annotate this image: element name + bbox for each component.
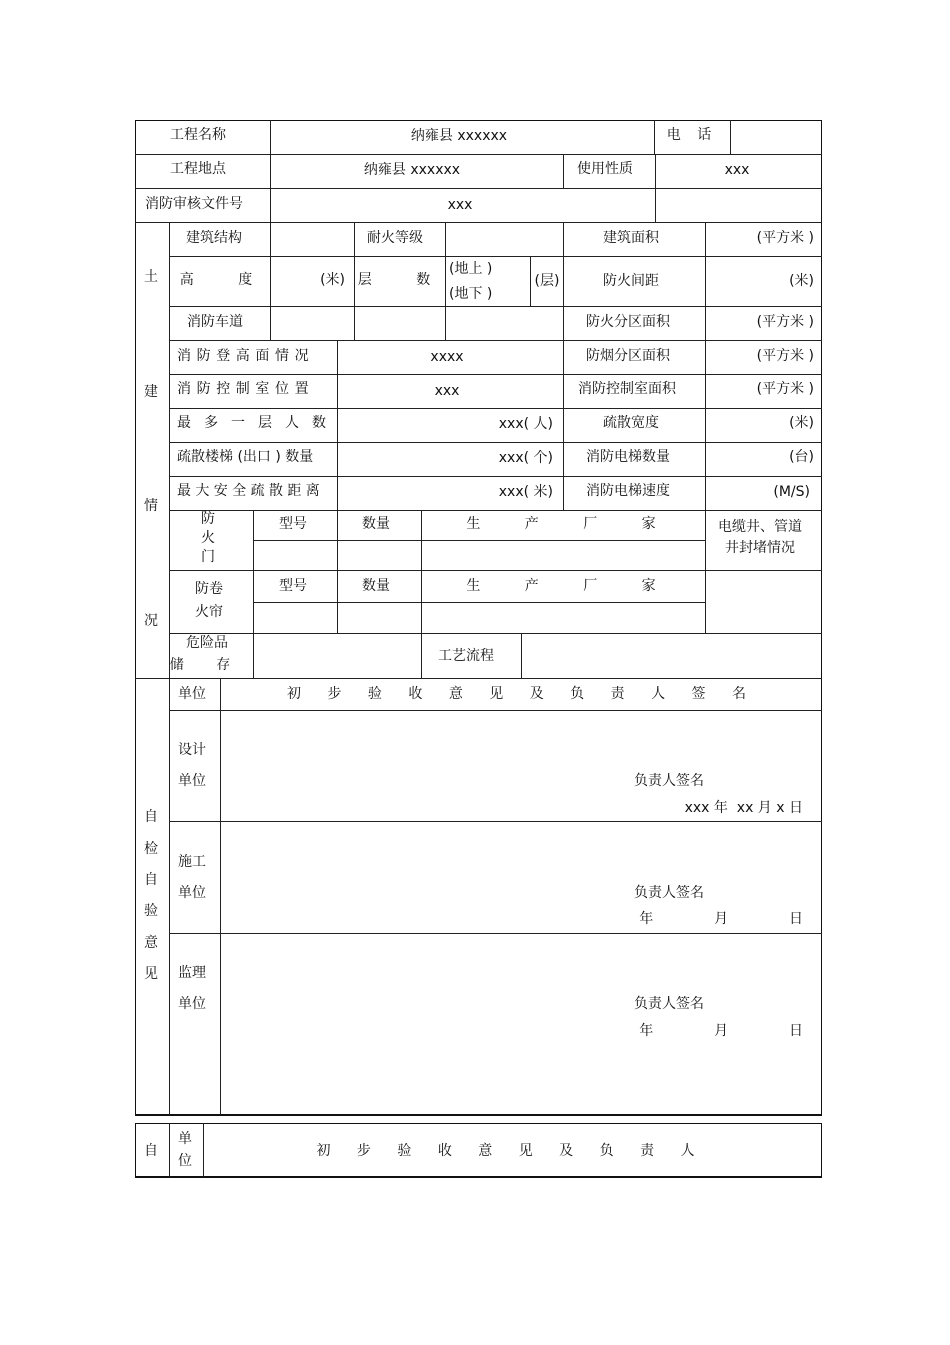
stairs-value: xxx( 个) [498, 450, 553, 466]
fire-distance-label: 防火间距 [603, 273, 659, 289]
hazard-label: 危险品 [186, 635, 228, 651]
design-unit-label: 设计 [178, 742, 206, 758]
design-signature-label: 负责人签名 [634, 773, 704, 789]
project-site-label: 工程地点 [170, 161, 226, 177]
evac-width-unit: (米) [789, 415, 814, 431]
control-room-label: 消防控制室位置 [177, 381, 315, 397]
control-area-label: 消防控制室面积 [578, 381, 676, 397]
shutter-label: 防卷 [195, 581, 223, 597]
fire-door-char: 火 [201, 530, 215, 546]
control-room-value: xxx [434, 383, 460, 399]
fire-zone-unit: (平方米 ) [756, 314, 814, 330]
construction-unit-label: 施工 [178, 854, 206, 870]
door-maker-label: 生 产 厂 家 [466, 516, 676, 532]
evac-width-label: 疏散宽度 [603, 415, 659, 431]
fire-zone-label: 防火分区面积 [586, 314, 670, 330]
shutter-maker-label: 生 产 厂 家 [466, 578, 676, 594]
project-site-value: 纳雍县 xxxxxx [363, 162, 461, 178]
shutter-label: 火帘 [195, 604, 223, 620]
door-quantity-label: 数量 [362, 516, 390, 532]
review-doc-value: xxx [447, 197, 473, 213]
usage-label: 使用性质 [577, 161, 633, 177]
stairs-label: 疏散楼梯 (出口 ) 数量 [177, 449, 314, 465]
floors-label: 层 数 [357, 272, 451, 288]
below-ground-label: (地下 ) [449, 286, 493, 302]
max-distance-value: xxx( 米) [498, 484, 553, 500]
fire-lane-label: 消防车道 [187, 314, 243, 330]
self-check-char: 意 [144, 935, 158, 951]
hazard-label: 储 存 [169, 657, 245, 673]
above-ground-label: (地上 ) [449, 261, 493, 277]
elevator-speed-unit: (M/S) [773, 484, 810, 500]
review-doc-label: 消防审核文件号 [145, 196, 243, 212]
self-check-char: 见 [144, 966, 158, 982]
project-name-value: 纳雍县 xxxxxx [410, 128, 508, 144]
supervision-signature-label: 负责人签名 [634, 996, 704, 1012]
civil-section-char: 情 [144, 498, 158, 514]
civil-section-char: 况 [144, 613, 158, 629]
max-people-label: 最多一层人数 [177, 415, 339, 431]
next-opinion-header: 初 步 验 收 意 见 及 负 责 人 [316, 1143, 706, 1159]
design-unit-label: 单位 [178, 773, 206, 789]
usage-value: xxx [724, 162, 750, 178]
next-unit-label: 单 [178, 1131, 192, 1147]
floors-unit: (层) [534, 273, 560, 289]
self-check-char: 自 [144, 809, 158, 825]
fire-rating-label: 耐火等级 [367, 230, 423, 246]
phone-label: 电 话 [666, 127, 718, 143]
shutter-quantity-label: 数量 [362, 578, 390, 594]
smoke-zone-label: 防烟分区面积 [586, 348, 670, 364]
structure-label: 建筑结构 [186, 230, 242, 246]
max-distance-label: 最大安全疏散距离 [177, 483, 325, 499]
unit-label: 单位 [178, 686, 206, 702]
fire-door-char: 防 [201, 511, 215, 527]
self-check-char: 自 [144, 872, 158, 888]
civil-section-char: 土 [144, 269, 158, 285]
height-unit: (米) [320, 272, 345, 288]
next-unit-label: 位 [178, 1153, 192, 1169]
opinion-header: 初 步 验 收 意 见 及 负 责 人 签 名 [287, 686, 757, 702]
supervision-unit-label: 单位 [178, 996, 206, 1012]
area-unit: (平方米 ) [756, 230, 814, 246]
area-label: 建筑面积 [603, 230, 659, 246]
self-check-char: 验 [144, 903, 158, 919]
next-self-char: 自 [144, 1143, 158, 1159]
self-check-char: 检 [144, 841, 158, 857]
door-model-label: 型号 [279, 516, 307, 532]
elevator-count-unit: (台) [789, 449, 814, 465]
smoke-zone-unit: (平方米 ) [756, 348, 814, 364]
construction-signature-label: 负责人签名 [634, 885, 704, 901]
construction-unit-label: 单位 [178, 885, 206, 901]
climb-value: xxxx [430, 349, 464, 365]
civil-section-char: 建 [144, 384, 158, 400]
process-label: 工艺流程 [438, 648, 494, 664]
construction-date: 年 月 日 [639, 911, 803, 927]
max-people-value: xxx( 人) [498, 416, 553, 432]
cable-shaft-label: 电缆井、管道 [718, 519, 802, 535]
supervision-date: 年 月 日 [639, 1023, 803, 1039]
supervision-unit-label: 监理 [178, 965, 206, 981]
shutter-model-label: 型号 [279, 578, 307, 594]
control-area-unit: (平方米 ) [756, 381, 814, 397]
elevator-speed-label: 消防电梯速度 [586, 483, 670, 499]
fire-door-char: 门 [201, 549, 215, 565]
climb-label: 消防登高面情况 [177, 348, 315, 364]
cable-shaft-label: 井封堵情况 [725, 540, 795, 556]
height-label: 高 度 [179, 272, 273, 288]
project-name-label: 工程名称 [170, 127, 226, 143]
design-date: xxx 年 xx 月 x 日 [684, 800, 803, 816]
fire-distance-unit: (米) [789, 273, 814, 289]
elevator-count-label: 消防电梯数量 [586, 449, 670, 465]
